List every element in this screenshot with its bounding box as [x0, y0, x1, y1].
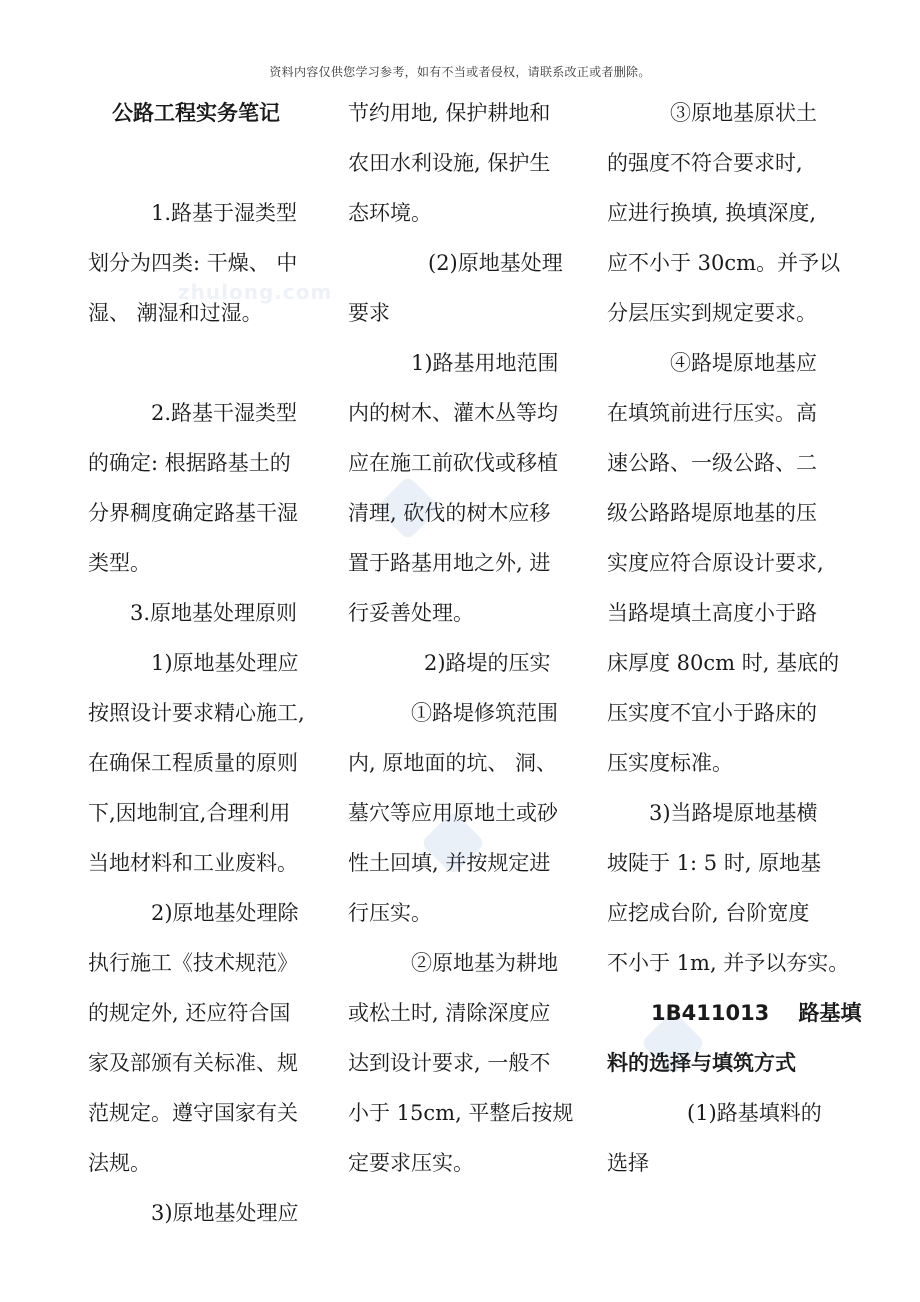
paragraph-line: 执行施工《技术规范》 — [88, 951, 298, 975]
paragraph-line: 分界稠度确定路基干湿 — [88, 501, 298, 525]
paragraph-line: 行压实。 — [348, 901, 432, 925]
section-heading: 3.原地基处理原则 — [130, 601, 298, 625]
paragraph-line: 坡陡于 1: 5 时, 原地基 — [607, 851, 822, 875]
paragraph-line: 的规定外, 还应符合国 — [88, 1001, 291, 1025]
paragraph-line: 达到设计要求, 一般不 — [348, 1051, 551, 1075]
paragraph-line: 内, 原地面的坑、 洞、 — [348, 751, 558, 775]
text-column-3 — [607, 88, 862, 1188]
paragraph-line: 应进行换填, 换填深度, — [607, 201, 817, 225]
paragraph-line: 或松土时, 清除深度应 — [348, 1001, 551, 1025]
paragraph-line: 态环境。 — [348, 201, 432, 225]
paragraph-line: 性土回填, 并按规定进 — [348, 851, 551, 875]
paragraph-line: 2)原地基处理除 — [151, 901, 299, 925]
paragraph-line: ②原地基为耕地 — [411, 951, 558, 975]
paragraph-line: 小于 15cm, 平整后按规 — [348, 1101, 574, 1125]
paragraph-line: 墓穴等应用原地土或砂 — [348, 801, 558, 825]
paragraph-line: 床厚度 80cm 时, 基底的 — [607, 651, 840, 675]
paragraph-line: 要求 — [348, 301, 390, 325]
paragraph-line: 当地材料和工业废料。 — [88, 851, 298, 875]
paragraph-line: 范规定。遵守国家有关 — [88, 1101, 298, 1125]
paragraph-line: 类型。 — [88, 551, 151, 575]
paragraph-line: 湿、 潮湿和过湿。 — [88, 301, 263, 325]
paragraph-line: 置于路基用地之外, 进 — [348, 551, 551, 575]
section-heading: 2)路堤的压实 — [424, 651, 551, 675]
paragraph-line: ③原地基原状土 — [670, 101, 817, 125]
document-title: 公路工程实务笔记 — [112, 101, 280, 125]
paragraph-line: 的确定: 根据路基土的 — [88, 451, 291, 475]
paragraph-line: 压实度标准。 — [607, 751, 733, 775]
copyright-notice: 资料内容仅供您学习参考，如有不当或者侵权，请联系改正或者删除。 — [269, 65, 651, 79]
paragraph-line: 分层压实到规定要求。 — [607, 301, 817, 325]
paragraph-line: 当路堤填土高度小于路 — [607, 601, 817, 625]
paragraph-line: 1)原地基处理应 — [151, 651, 299, 675]
paragraph-line: 的强度不符合要求时, — [607, 151, 803, 175]
paragraph-line: 按照设计要求精心施工, — [88, 701, 305, 725]
paragraph-line: 1)路基用地范围 — [411, 351, 559, 375]
paragraph-line: 节约用地, 保护耕地和 — [348, 101, 551, 125]
paragraph-line: 级公路路堤原地基的压 — [607, 501, 817, 525]
paragraph-line: 2.路基干湿类型 — [151, 401, 298, 425]
paragraph-line: 在填筑前进行压实。高 — [607, 401, 817, 425]
paragraph-line: 家及部颁有关标准、规 — [88, 1051, 298, 1075]
spacer — [88, 138, 340, 188]
paragraph-line: 压实度不宜小于路床的 — [607, 701, 817, 725]
paragraph-line: 法规。 — [88, 1151, 151, 1175]
paragraph-line: 应挖成台阶, 台阶宽度 — [607, 901, 810, 925]
paragraph-line: 内的树木、灌木丛等均 — [348, 401, 558, 425]
section-heading: (2)原地基处理 — [428, 251, 563, 275]
paragraph-line: 3)当路堤原地基横 — [649, 801, 818, 825]
paragraph-line: 不小于 1m, 并予以夯实。 — [607, 951, 850, 975]
paragraph-line: 行妥善处理。 — [348, 601, 474, 625]
text-column-1 — [88, 88, 340, 1238]
paragraph-line: 在确保工程质量的原则 — [88, 751, 298, 775]
paragraph-line: 3)原地基处理应 — [151, 1201, 299, 1225]
paragraph-line: 定要求压实。 — [348, 1151, 474, 1175]
paragraph-line: 农田水利设施, 保护生 — [348, 151, 551, 175]
paragraph-line: 速公路、一级公路、二 — [607, 451, 817, 475]
paragraph-line: 1.路基于湿类型 — [151, 201, 298, 225]
watermark-text: zhulong.com — [178, 280, 333, 304]
spacer — [88, 338, 340, 388]
paragraph-line: 应不小于 30cm。并予以 — [607, 251, 841, 275]
section-heading: 1B411013 路基填 — [651, 1001, 862, 1025]
paragraph-line: 应在施工前砍伐或移植 — [348, 451, 558, 475]
text-column-2 — [348, 88, 600, 1188]
paragraph-line: ①路堤修筑范围 — [411, 701, 558, 725]
paragraph-line: ④路堤原地基应 — [670, 351, 817, 375]
paragraph-line: 选择 — [607, 1151, 649, 1175]
subsection-heading: (1)路基填料的 — [687, 1101, 822, 1125]
paragraph-line: 下,因地制宜,合理利用 — [88, 801, 291, 825]
paragraph-line: 划分为四类: 干燥、 中 — [88, 251, 298, 275]
paragraph-line: 实度应符合原设计要求, — [607, 551, 824, 575]
paragraph-line: 清理, 砍伐的树木应移 — [348, 501, 551, 525]
section-heading: 料的选择与填筑方式 — [607, 1051, 796, 1075]
